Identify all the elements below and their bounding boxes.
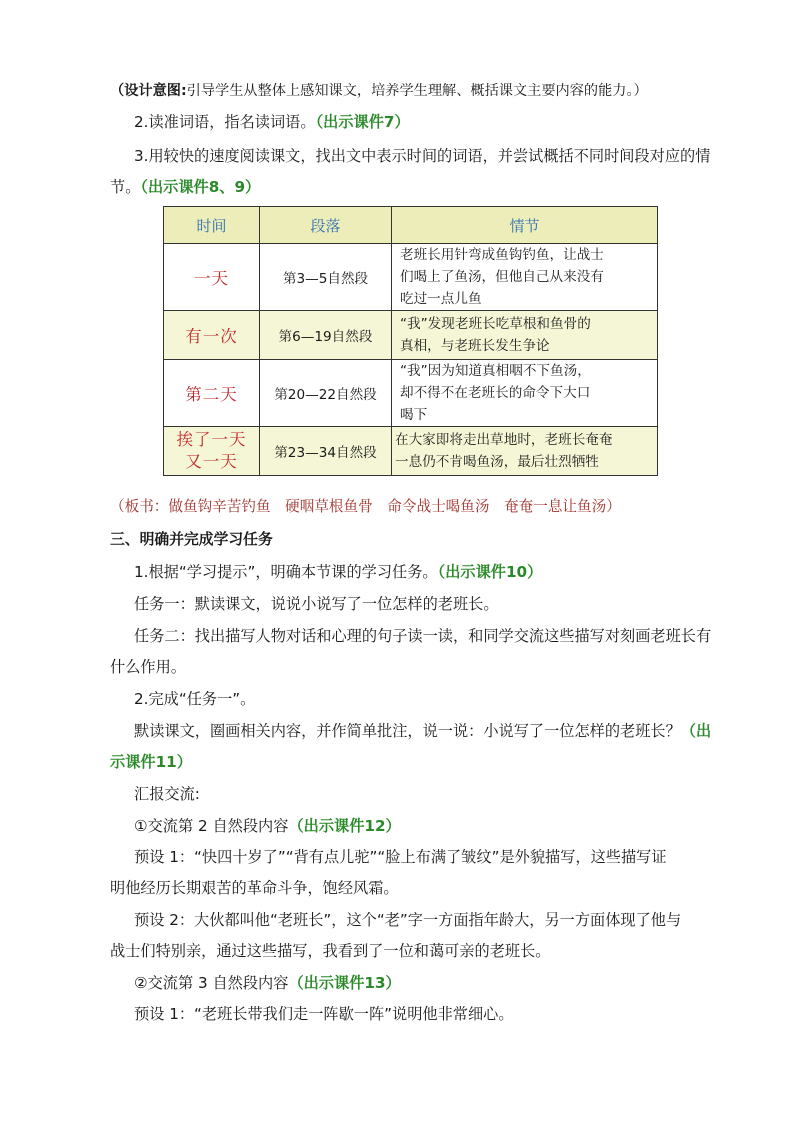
exchange-2-line <box>134 972 401 994</box>
silent-reading-line-cont <box>110 751 192 773</box>
step-3-text-cont: 节。 <box>110 178 141 196</box>
blackboard-notes: （板书：做鱼钩辛苦钓鱼 硬咽草根鱼骨 命令战士喝鱼汤 奄奄一息让鱼汤） <box>110 498 621 515</box>
task-two-cont: 什么作用。 <box>110 658 186 676</box>
paragraph-cell: 第23—34自然段 <box>260 427 392 476</box>
time-cell: 一天 <box>164 244 260 311</box>
time-cell: 第二天 <box>164 360 260 427</box>
preset-3: 预设 1：“老班长带我们走一阵歇一阵”说明他非常细心。 <box>134 1005 514 1023</box>
task-two: 任务二：找出描写人物对话和心理的句子读一读，和同学交流这些描写对刻画老班长有 <box>134 627 712 645</box>
table-row <box>164 427 658 476</box>
plot-line: 们喝上了鱼汤，但他自己从来没有 <box>400 269 604 285</box>
time-line: 又一天 <box>185 452 238 471</box>
courseware-note: （出示课件13） <box>288 974 401 992</box>
task-step-1-line <box>134 561 542 583</box>
preset-2: 预设 2：大伙都叫他“老班长”，这个“老”字一方面指年龄大，另一方面体现了他与 <box>134 911 682 929</box>
plot-line: 一息仍不肯喝鱼汤，最后壮烈牺牲 <box>395 454 599 470</box>
section-heading: 三、明确并完成学习任务 <box>110 531 273 548</box>
plot-cell <box>392 244 658 311</box>
table-row <box>164 244 658 311</box>
step-3-line <box>134 145 710 167</box>
plot-line: 老班长用针弯成鱼钩钓鱼，让战士 <box>400 247 604 263</box>
plot-line: “我”发现老班长吃草根和鱼骨的 <box>400 316 591 332</box>
header-plot: 情节 <box>392 207 658 244</box>
time-line: 挨了一天 <box>176 430 247 449</box>
step-3-line-cont <box>110 176 260 198</box>
plot-cell <box>392 427 658 476</box>
courseware-note: 示课件11） <box>110 753 192 771</box>
courseware-note: （出 <box>680 722 712 740</box>
paragraph-cell: 第3—5自然段 <box>260 244 392 311</box>
paragraph-cell: 第6—19自然段 <box>260 311 392 360</box>
paragraph-cell: 第20—22自然段 <box>260 360 392 427</box>
courseware-note: （出示课件10） <box>437 563 543 581</box>
step-2-text: 2.读准词语，指名读词语。 <box>134 113 316 131</box>
exchange-1-line <box>134 815 401 837</box>
plot-line: 却不得不在老班长的命令下大口 <box>400 385 591 401</box>
table-row <box>164 360 658 427</box>
time-plot-table <box>163 206 658 476</box>
plot-line: 真相，与老班长发生争论 <box>400 338 550 354</box>
design-intent-label: （设计意图: <box>110 83 187 99</box>
plot-line: 在大家即将走出草地时，老班长奄奄 <box>395 432 613 448</box>
task-step-1-text: 1.根据“学习提示”，明确本节课的学习任务。 <box>134 563 438 581</box>
plot-cell <box>392 360 658 427</box>
header-paragraph: 段落 <box>260 207 392 244</box>
time-cell <box>164 427 260 476</box>
task-one: 任务一：默读课文，说说小说写了一位怎样的老班长。 <box>134 595 499 613</box>
report-label: 汇报交流: <box>134 785 200 803</box>
preset-2-cont: 战士们特别亲，通过这些描写，我看到了一位和蔼可亲的老班长。 <box>110 942 551 960</box>
plot-line: 吃过一点儿鱼 <box>400 291 482 307</box>
plot-line: “我”因为知道真相咽不下鱼汤， <box>400 363 591 379</box>
exchange-1-text: ①交流第 2 自然段内容 <box>134 817 289 835</box>
step-3-text: 3.用较快的速度阅读课文，找出文中表示时间的词语，并尝试概括不同时间段对应的情 <box>134 147 711 165</box>
time-cell: 有一次 <box>164 311 260 360</box>
courseware-note: （出示课件12） <box>288 817 401 835</box>
plot-line: 喝下 <box>400 407 428 423</box>
silent-reading-line <box>134 720 711 742</box>
courseware-note: （出示课件7） <box>315 113 410 131</box>
silent-reading-text: 默读课文，圈画相关内容，并作简单批注，说一说：小说写了一位怎样的老班长？ <box>134 722 681 740</box>
step-2-line <box>134 111 410 133</box>
preset-1-cont: 明他经历长期艰苦的革命斗争，饱经风霜。 <box>110 879 399 897</box>
preset-1: 预设 1：“快四十岁了”“背有点儿驼”“脸上布满了皱纹”是外貌描写，这些描写证 <box>134 848 667 866</box>
table-row <box>164 311 658 360</box>
exchange-2-text: ②交流第 3 自然段内容 <box>134 974 289 992</box>
header-time: 时间 <box>164 207 260 244</box>
plot-cell <box>392 311 658 360</box>
table-header-row <box>164 207 658 244</box>
courseware-note: （出示课件8、9） <box>140 178 261 196</box>
design-intent-line <box>110 80 648 102</box>
design-intent-text: 引导学生从整体上感知课文，培养学生理解、概括课文主要内容的能力。） <box>186 83 648 99</box>
task-step-2: 2.完成“任务一”。 <box>134 690 256 708</box>
